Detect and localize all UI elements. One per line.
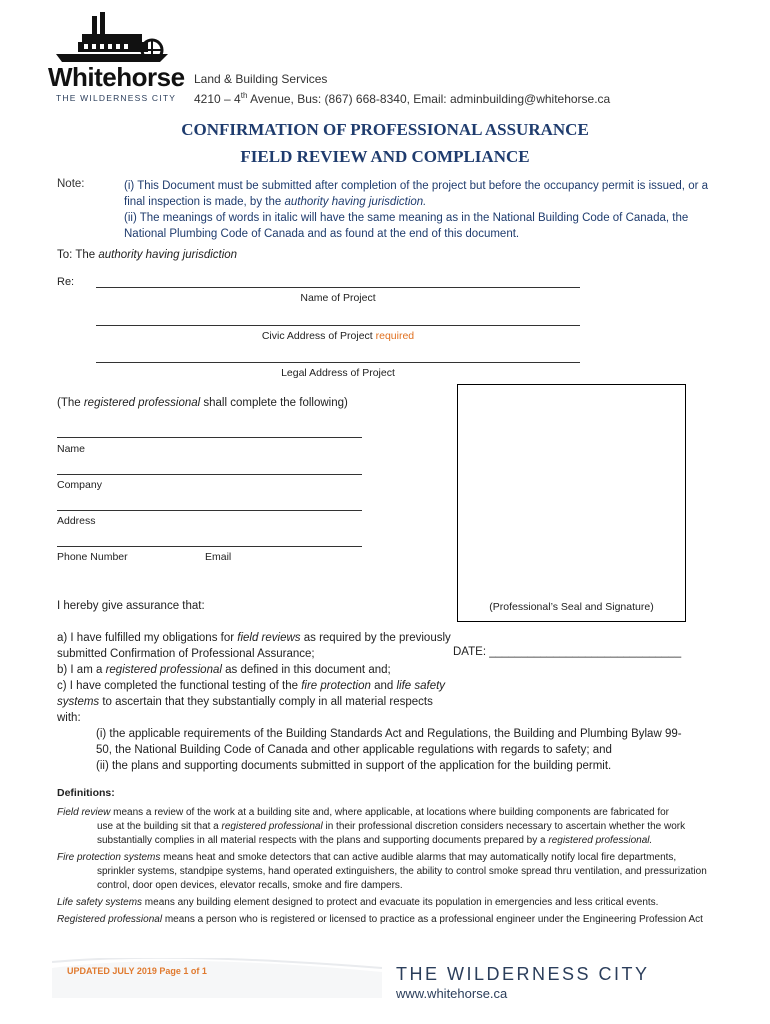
assurance-subitems [96, 726, 696, 774]
professional-intro [57, 397, 348, 409]
definitions-title: Definitions: [57, 787, 115, 799]
logo-wordmark: Whitehorse [48, 62, 185, 92]
b-italic: registered professional [105, 664, 222, 676]
note-item-i [124, 178, 714, 210]
to-italic: authority having jurisdiction [98, 249, 238, 261]
footer-updated: UPDATED JULY 2019 Page 1 of 1 [67, 966, 207, 976]
address-label: Address [57, 515, 96, 527]
c-prefix: c) I have completed the functional testing of the [57, 680, 302, 692]
civic-caption-text: Civic Address of Project [261, 330, 376, 342]
c-italic2: life safety systems [57, 680, 446, 708]
project-name-field[interactable] [96, 287, 580, 288]
reg-text: means a person who is registered or licensed to practice as a professional engineer under the Engineering Profession Act [162, 914, 703, 925]
logo-tagline: THE WILDERNESS CITY [56, 93, 177, 103]
to-line [57, 249, 237, 261]
intro-italic: registered professional [83, 397, 201, 409]
fire-text2: sprinkler systems, standpipe systems, hand operated extinguishers, the ability to control smoke spread thru ventilation, and pressurization control, door open devices, elevator recalls, smoke and fire dampers. [97, 866, 707, 891]
field-review-text3: in their professional discretion considers necessary to ascertain whether the work substantially complies in all material respects with the plans and supporting documents prepared by a [97, 821, 686, 846]
date-blank: ______________________________ [489, 646, 682, 658]
assurance-item-b [57, 662, 457, 678]
phone-label: Phone Number [57, 551, 128, 563]
address-field[interactable] [57, 510, 362, 511]
note-i-text: (i) This Document must be submitted after completion of the project but before the occupancy permit is issued, or a final inspection is made, by the [124, 180, 709, 208]
field-review-italic2: registered professional. [548, 835, 653, 846]
civic-address-caption [96, 330, 580, 342]
legal-address-caption: Legal Address of Project [281, 367, 395, 379]
phone-email-field[interactable] [57, 546, 362, 547]
term-registered-professional: Registered professional [57, 914, 163, 925]
note-item-ii: (ii) The meanings of words in italic will have the same meaning as in the National Building Code of Canada, the National Plumbing Code of Canada and as found at the end of this document. [124, 212, 689, 240]
definitions-list [57, 806, 737, 930]
note-body [124, 178, 714, 242]
address-sup: th [240, 91, 248, 100]
form-title-line1: CONFIRMATION OF PROFESSIONAL ASSURANCE [181, 120, 589, 139]
re-label: Re: [57, 276, 75, 288]
seal-signature-box[interactable] [457, 384, 686, 622]
a-suffix: as required by the previously submitted Confirmation of Professional Assurance; [57, 632, 451, 660]
field-review-text2: use at the building sit that a [97, 821, 222, 832]
assurance-item-a [57, 630, 457, 662]
name-field[interactable] [57, 437, 362, 438]
date-field[interactable] [453, 646, 681, 658]
date-label: DATE: [453, 646, 490, 658]
civic-address-field[interactable] [96, 325, 580, 326]
field-review-italic: registered professional [221, 821, 323, 832]
address-prefix: 4210 – 4 [194, 92, 241, 106]
a-italic: field reviews [237, 632, 301, 644]
address-suffix: Avenue, Bus: (867) 668-8340, Email: adminbuilding@whitehorse.ca [247, 92, 611, 106]
form-title-line2: FIELD REVIEW AND COMPLIANCE [240, 147, 530, 166]
project-name-caption: Name of Project [300, 292, 376, 304]
assurance-intro: I hereby give assurance that: [57, 600, 205, 612]
intro-prefix: (The [57, 397, 84, 409]
footer-wave-graphic [52, 958, 382, 998]
term-life-safety: Life safety systems [57, 897, 143, 908]
subitem-i: (i) the applicable requirements of the Building Standards Act and Regulations, the Building and Plumbing Bylaw 99-50, the National Building Code of Canada and other applicable regulations with regards to safety; and [96, 728, 682, 756]
term-field-review: Field review [57, 807, 111, 818]
term-fire-protection: Fire protection systems [57, 852, 161, 863]
c-mid: and [370, 680, 397, 692]
definition-registered-professional [57, 913, 737, 927]
definition-field-review [57, 806, 737, 848]
b-prefix: b) I am a [57, 664, 106, 676]
to-prefix: To: The [57, 249, 99, 261]
b-suffix: as defined in this document and; [221, 664, 391, 676]
required-marker: required [375, 330, 415, 342]
city-logo [48, 10, 185, 106]
note-label: Note: [57, 178, 85, 190]
c-suffix: to ascertain that they substantially comply in all material respects with: [57, 696, 433, 724]
definition-fire-protection [57, 851, 737, 893]
seal-caption: (Professional’s Seal and Signature) [489, 601, 654, 613]
assurance-list [57, 630, 457, 726]
fire-text1: means heat and smoke detectors that can active audible alarms that may automatically notify local fire departments, [160, 852, 677, 863]
subitem-ii: (ii) the plans and supporting documents submitted in support of the application for the building permit. [96, 760, 612, 772]
definition-life-safety [57, 896, 737, 910]
company-label: Company [57, 479, 102, 491]
intro-suffix: shall complete the following) [200, 397, 348, 409]
name-label: Name [57, 443, 86, 455]
company-field[interactable] [57, 474, 362, 475]
note-i-italic: authority having jurisdiction. [284, 196, 427, 208]
assurance-item-c [57, 678, 457, 726]
org-name: Land & Building Services [194, 72, 328, 86]
email-label: Email [205, 551, 232, 563]
c-italic1: fire protection [301, 680, 371, 692]
footer-website[interactable]: www.whitehorse.ca [396, 986, 508, 1001]
legal-address-field[interactable] [96, 362, 580, 363]
org-address [194, 91, 610, 106]
field-review-text1: means a review of the work at a building site and, where applicable, at locations where building components are fabricated for [110, 807, 670, 818]
footer-city: THE WILDERNESS CITY [396, 964, 650, 984]
a-prefix: a) I have fulfilled my obligations for [57, 632, 238, 644]
life-text: means any building element designed to protect and evacuate its population in emergencies and less critical events. [142, 897, 659, 908]
